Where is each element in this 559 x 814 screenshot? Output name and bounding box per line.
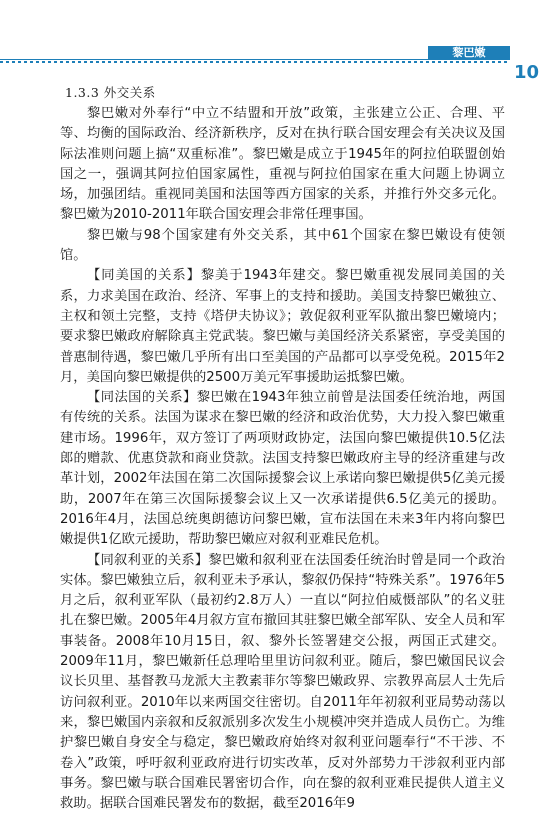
header-dotted-rule [0, 61, 510, 63]
paragraph-us-relations: 【同美国的关系】黎美于1943年建交。黎巴嫩重视发展同美国的关系，力求美国在政治、经济、军事上的支持和援助。美国支持黎巴嫩独立、主权和领土完整，支持《塔伊夫协议》；敦促叙利亚军队撤出黎巴嫩境内；要求黎巴嫩政府解除真主党武装。黎巴嫩与美国经济关系紧密，享受美国的普惠制待遇，黎巴嫩几乎所有出口至美国的产品都可以享受免税。2015年2月，美国向黎巴嫩提供的2500万美元军事援助运抵黎巴嫩。 [60, 268, 505, 385]
header-country-tab: 黎巴嫩 [428, 46, 510, 59]
paragraph-foreign-policy: 黎巴嫩对外奉行“中立不结盟和开放”政策，主张建立公正、合理、平等、均衡的国际政治、经济新秩序，反对在执行联合国安理会有关决议及国际法准则问题上搞“双重标准”。黎巴嫩是成立于1945年的阿拉伯联盟创始国之一，强调其阿拉伯国家属性，重视与阿拉伯国家在重大问题上协调立场，加强团结。重视同美国和法国等西方国家的关系，并推行外交多元化。黎巴嫩为2010-2011年联合国安理会非常任理事国。 [60, 106, 505, 223]
section-title: 1.3.3 外交关系 [65, 85, 156, 100]
paragraph-diplomatic-count: 黎巴嫩与98个国家建有外交关系，其中61个国家在黎巴嫩设有使领馆。 [60, 227, 505, 264]
header-rule [0, 59, 510, 60]
body-text [60, 104, 505, 814]
paragraph-syria-relations: 【同叙利亚的关系】黎巴嫩和叙利亚在法国委任统治时曾是同一个政治实体。黎巴嫩独立后，叙利亚未予承认，黎叙仍保持“特殊关系”。1976年5月之后，叙利亚军队（最初约2.8万人）一直以“阿拉伯威慑部队”的名义驻扎在黎巴嫩。2005年4月叙方宣布撤回其驻黎巴嫩全部军队、安全人员和军事装备。2008年10月15日，叙、黎外长签署建交公报，两国正式建交。2009年11月，黎巴嫩新任总理哈里里访问叙利亚。随后，黎巴嫩国民议会议长贝里、基督教马龙派大主教素菲尔等黎巴嫩政界、宗教界高层人士先后访问叙利亚。2010年以来两国交往密切。自2011年年初叙利亚局势动荡以来，黎巴嫩国内亲叙和反叙派别多次发生小规模冲突并造成人员伤亡。为维护黎巴嫩自身安全与稳定，黎巴嫩政府始终对叙利亚问题奉行“不干涉、不卷入”政策，呼吁叙利亚政府进行切实改革，反对外部势力干涉叙利亚内部事务。黎巴嫩与联合国难民署密切合作，向在黎的叙利亚难民提供人道主义救助。据联合国难民署发布的数据，截至2016年9 [60, 552, 505, 812]
paragraph-france-relations: 【同法国的关系】黎巴嫩在1943年独立前曾是法国委任统治地，两国有传统的关系。法国为谋求在黎巴嫩的经济和政治优势，大力投入黎巴嫩重建市场。1996年，双方签订了两项财政协定，法国向黎巴嫩提供10.5亿法郎的赠款、优惠贷款和商业贷款。法国支持黎巴嫩政府主导的经济重建与改革计划，2002年法国在第二次国际援黎会议上承诺向黎巴嫩提供5亿美元援助，2007年在第三次国际援黎会议上又一次承诺提供6.5亿美元的援助。2016年4月，法国总统奥朗德访问黎巴嫩，宣布法国在未来3年内将向黎巴嫩提供1亿欧元援助，帮助黎巴嫩应对叙利亚难民危机。 [60, 390, 505, 548]
page-number: 10 [514, 62, 540, 83]
